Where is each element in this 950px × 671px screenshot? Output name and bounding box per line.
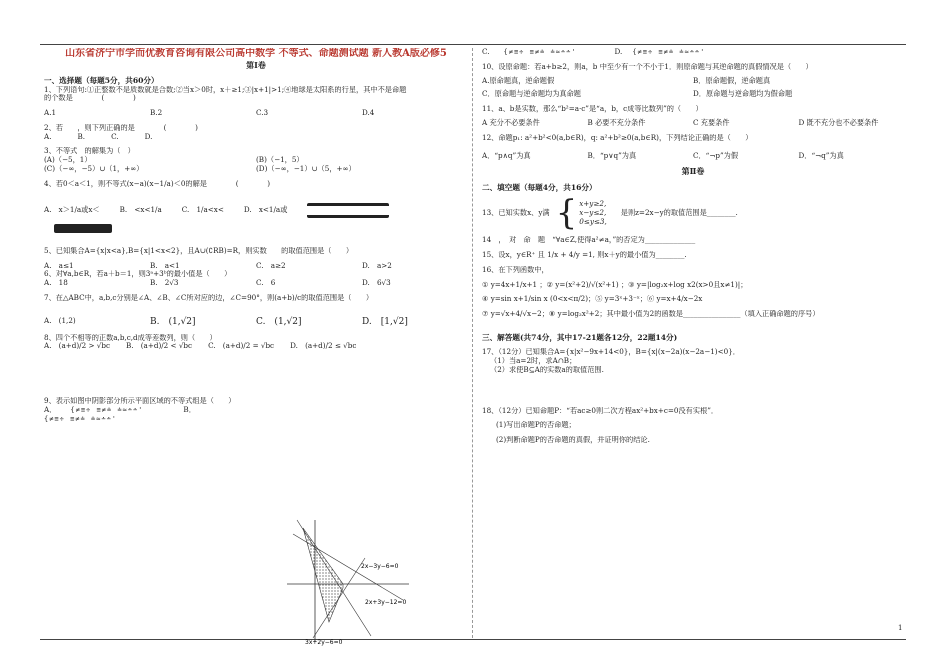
question-13-prefix: 13、已知实数x、y满 [482,207,550,217]
shaded-region [303,528,343,622]
line-3x2y [297,520,371,636]
question-7: 7、在△ABC中，a,b,c分别是∠A、∠B、∠C所对应的边，∠C=90°，则(a+b)/c的取值范围是（ ） [44,293,374,302]
q12-option-c: C．“¬p”为假 [693,151,739,161]
question-18-part-2: (2)判断命题P的否命题的真假，并证明你的结论. [496,436,650,445]
left-column [44,48,468,423]
question-17: 17、（12分）已知集合A={x|x²−9x+14<0}，B={x|(x−2a)(x−2a−1)<0}． [482,348,740,357]
q11-option-c: C 充要条件 [693,117,730,127]
q7-option-c: C. (1,√2] [256,316,302,327]
q4-option-b: B. <x<1/a [119,204,162,214]
question-4-options [44,203,468,218]
q1-option-a: A.1 [44,108,57,118]
q3-option-c: (C)（−∞，−5）∪（1，+∞） [44,163,144,173]
question-10-options-row2 [482,90,904,99]
q3-option-b: (B)（−1，5） [256,155,304,165]
question-1: 1、下列语句:①正整数不是质数就是合数;②当x＞0时，x＋≥1;③|x+1|>1;④地球是太阳系的行星，其中不是命题 [44,85,407,94]
q5-option-c: C. a≥2 [256,260,286,270]
question-16-funcs-1: ① y=4x+1/x+1 ；② y=(x²+2)/√(x²+1) ；③ y=|log₂x+log x2(x>0且x≠1)|； [482,280,748,289]
q4-option-a: A. x＞1/a或x＜ [44,204,100,214]
question-2-options [44,133,468,142]
question-16: 16、在下列函数中， [482,265,549,274]
q2-option-a: A. [44,131,52,141]
footer-rule [40,639,906,640]
question-9-options-ab [44,406,468,415]
question-5-options [44,262,468,271]
q9-option-a-label: A． [44,405,57,415]
document-title: 山东省济宁市学而优教育咨询有限公司高中数学 不等式、命题测试题 新人教A版必修5 [65,48,447,59]
garbled-glyph [307,203,389,218]
q3-option-a: (A)（−5，1） [44,155,92,165]
question-17-part-2: （2）求使B⊆A的实数a的取值范围. [490,365,604,374]
q11-option-b: B 必要不充分条件 [587,117,646,127]
question-1-options [44,109,468,118]
line-label-2: 2x+3y−12=0 [365,599,407,606]
question-10: 10、设原命题：若a+b≥2，则a，b 中至少有一个不小于1．则原命题与其逆命题的真假情况是（ ） [482,62,813,71]
question-5: 5、已知集合A={x|x<a},B={x|1<x<2}，且A∪(∁RB)=R，则实数 的取值范围是（ ） [44,246,354,255]
q6-option-c: C. 6 [256,278,276,288]
q4-option-c: C. 1/a<x< [181,204,224,214]
question-3-options-row2 [44,165,468,174]
q10-option-c: C．原命题与逆命题均为真命题 [482,89,581,99]
question-15: 15、设x，y∈R⁺ 且 1/x + 4/y =1, 则x＋y的最小值为________. [482,251,687,260]
q1-option-b: B.2 [150,108,163,118]
question-7-options [44,317,468,328]
question-2: 2、若 ，则下列正确的是 ( ) [44,123,198,132]
question-18-part-1: (1)写出命题P的否命题； [496,421,576,430]
q9-option-d-label: D. [614,47,623,56]
q1-option-c: C.3 [256,108,269,118]
q10-option-d: D．原命题与逆命题均为假命题 [693,89,793,99]
q4-option-d: D. x<1/a或 [243,204,288,214]
q8-option-c: C. (a+d)/2 = √bc [208,341,275,351]
q2-option-d: D. [144,131,153,141]
q11-option-a: A 充分不必要条件 [482,117,540,127]
q8-option-b: B. (a+d)/2 < √bc [125,341,193,351]
question-11-options [482,119,904,128]
question-16-funcs-3: ⑦ y=√x+4/√x−2；⑧ y=log₂x²+2；其中最小值为2的函数是________________（填入正确命题的序号） [482,310,820,319]
garbled-option-a: {≠≡÷ ≡≠≐ ≐≈∸∸' [70,406,144,415]
section-solution-heading: 三、解答题(共74分，其中17-21题各12分，22题14分) [482,332,678,342]
question-13 [482,193,904,234]
question-12-options [482,152,904,161]
constraint-1: x+y≥2, [579,199,607,209]
garbled-option-d: {≠≡÷ ≡≠≐ ≐≈∸∸' [632,48,706,57]
question-14: 14 ， 对 命 题 “∀a∈Z,使得a²≠a，”的否定为______________ [482,236,696,245]
garbled-glyph [54,224,112,233]
q12-option-a: A．“p∧q”为真 [482,151,531,161]
question-8-options [44,342,468,351]
question-8: 8、四个不相等的正数a,b,c,d成等差数列，则（ ） [44,333,217,342]
q10-option-b: B．原命题假，逆命题真 [693,75,771,85]
q6-option-b: B. 2√3 [150,278,179,288]
question-4: 4、若0＜a＜1，则不等式(x−a)(x−1/a)＜0的解是 ( ) [44,179,271,188]
brace-icon: { [555,193,578,234]
question-9: 9、表示如图中阴影部分所示平面区域的不等式组是（ ） [44,397,236,406]
q9-option-b-label: B． [183,405,196,415]
part-one-heading: 第Ⅰ卷 [246,60,266,70]
question-12: 12、命题p₁: a²+b²<0(a,b∈R)，q: a²+b²≥0(a,b∈R)，下列结论正确的是（ ） [482,133,753,142]
line-label-3: 3x+2y−6=0 [305,639,343,646]
q5-option-b: B. a<1 [150,260,180,270]
header-rule [40,44,906,45]
question-10-options-row1 [482,77,904,86]
q12-option-b: B．“p∨q”为真 [587,151,637,161]
right-column [482,48,904,445]
question-3: 3、不等式 的解集为（ ） [44,147,135,156]
feasible-region-figure [283,518,413,646]
q5-option-a: A. a≤1 [44,260,74,270]
line-label-1: 2x−3y−6=0 [361,563,399,570]
section-choice-heading: 一、选择题（每题5分，共60分） [44,76,159,86]
section-fill-heading: 二、填空题（每题4分，共16分） [482,183,597,192]
question-9-options-cd [482,48,904,57]
q3-option-d: (D)（−∞，−1）∪（5，+∞） [256,163,356,173]
page-number: 1 [898,624,903,632]
q7-option-b: B. (1,√2] [150,316,196,327]
constraint-system [579,200,607,226]
q11-option-d: D 既不充分也不必要条件 [798,117,879,127]
q7-option-d: D. [1,√2] [362,316,408,327]
q8-option-d: D. (a+d)/2 ≤ √bc [290,341,357,351]
garbled-option-b: {≠≡÷ ≡≠≐ ≐≈∸∸' [44,414,118,423]
question-1-cont: 的个数是 ( ) [44,94,136,103]
constraint-2: x−y≤2, [579,207,607,217]
question-17-part-1: （1）当a=2时，求A∩B； [490,356,577,365]
column-divider [472,48,473,638]
question-16-funcs-2: ④ y=sin x+1/sin x (0<x<π/2)；⑤ y=3ˣ+3⁻ˣ；⑥ y=x+4/x−2x [482,295,703,304]
q5-option-d: D. a>2 [362,260,392,270]
question-6-options [44,279,468,288]
q10-option-a: A.原命题真，逆命题假 [482,75,555,85]
part-two-heading: 第Ⅱ卷 [681,167,705,177]
q2-option-b: B. [77,131,86,141]
q8-option-a: A. (a+d)/2 > √bc [44,341,110,351]
question-18: 18、（12分）已知命题P：“若ac≥0则二次方程ax²+bx+c=0没有实根”． [482,406,719,415]
q2-option-c: C. [111,131,119,141]
q12-option-d: D．“¬q”为真 [798,151,844,161]
q9-option-c-label: C. [482,47,490,56]
question-11: 11、a、b是实数，那么“b²=a·c”是“a，b，c成等比数列”的（ ） [482,105,703,114]
garbled-option-c: {≠≡÷ ≡≠≐ ≐≈∸∸' [503,48,577,57]
constraint-3: 0≤y≤3, [579,216,607,226]
question-6: 6、对∀a,b∈R，若a＋b＝1，则3ᵃ+3ᵇ的最小值是（ ） [44,270,232,279]
q7-option-a: A. (1,2) [44,315,76,325]
q6-option-d: D. 6√3 [362,278,391,288]
question-13-suffix: 是则z=2x−y的取值范围是________. [620,207,738,217]
q1-option-d: D.4 [362,108,375,118]
q6-option-a: A. 18 [44,278,68,288]
